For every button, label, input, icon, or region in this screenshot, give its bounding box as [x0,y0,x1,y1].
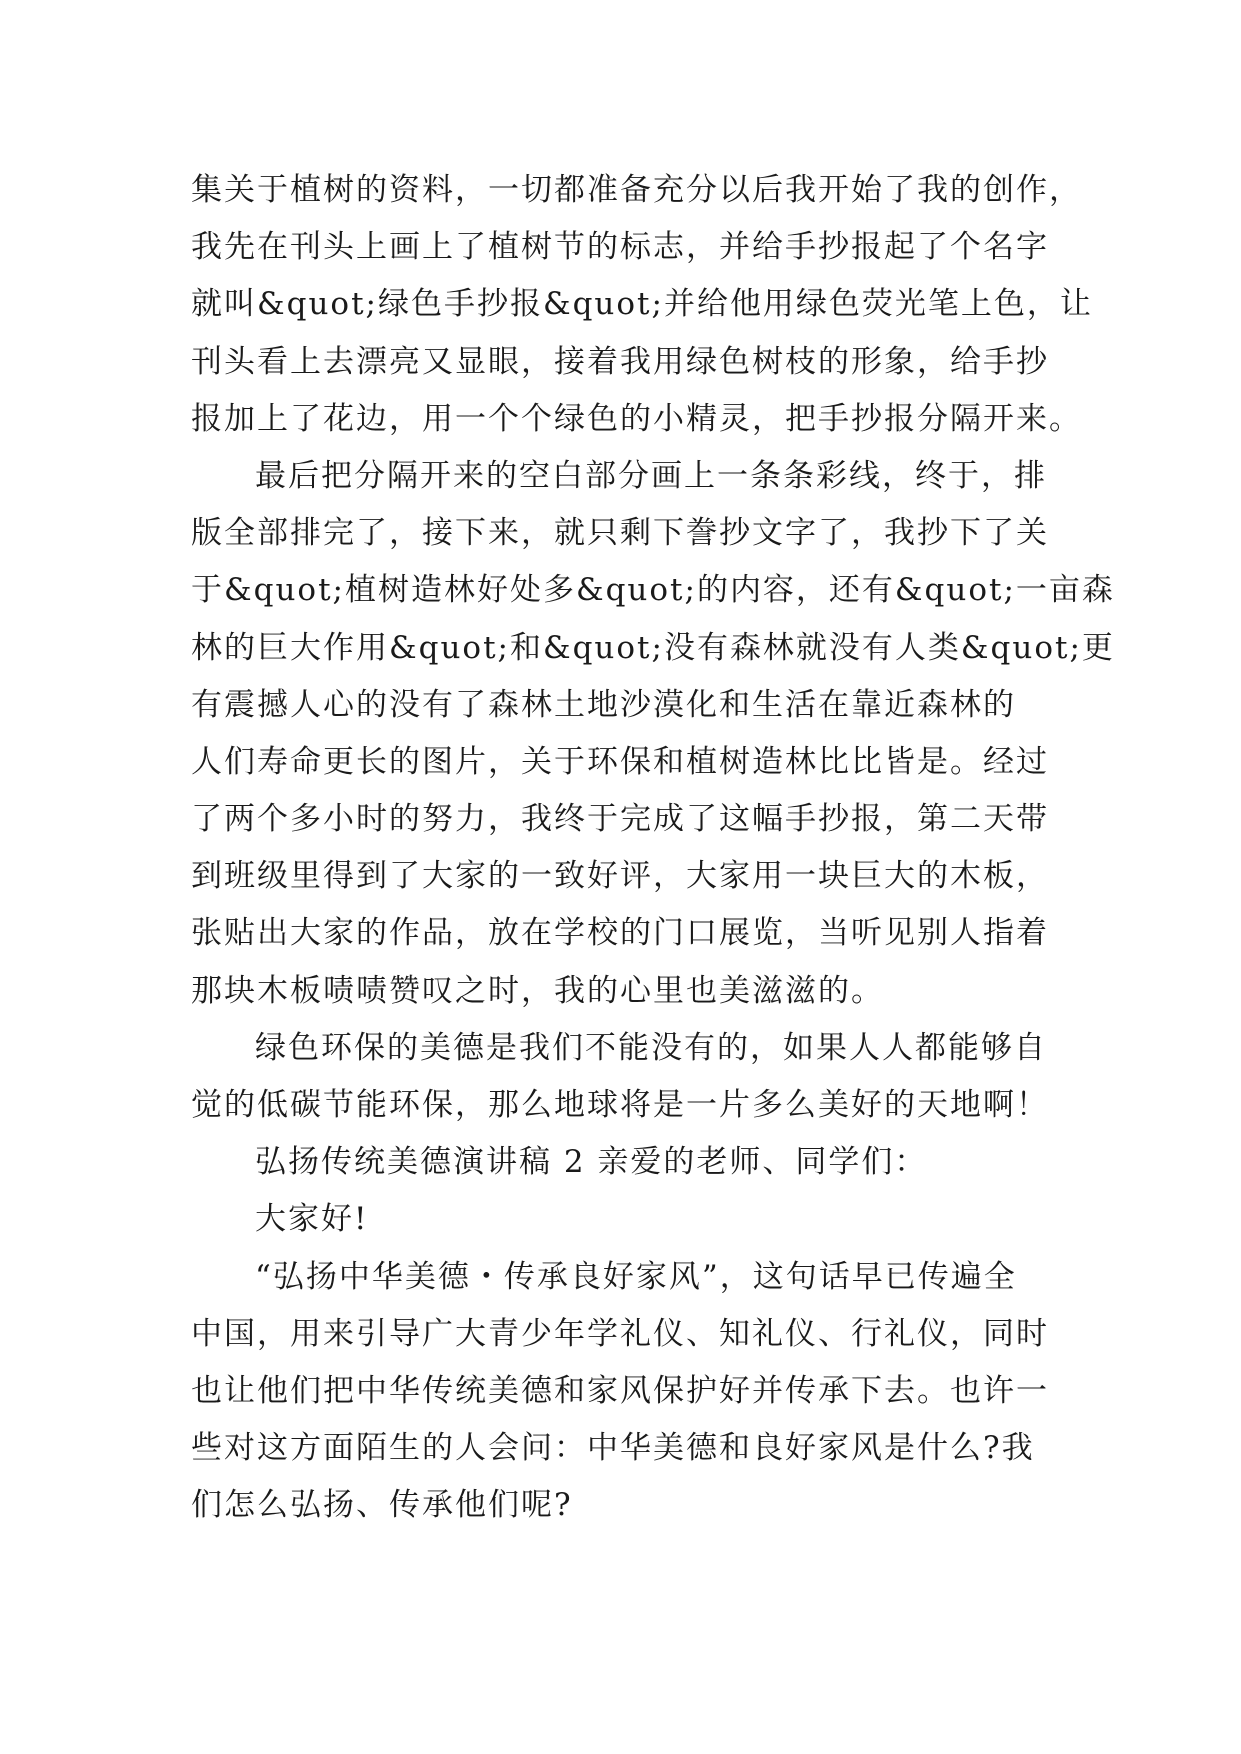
text-line: 有震撼人心的没有了森林土地沙漠化和生活在靠近森林的 [191,686,1016,723]
text-line: 了两个多小时的努力，我终于完成了这幅手抄报，第二天带 [191,801,1049,838]
text-line: 就叫&quot;绿色手抄报&quot;并给他用绿色荧光笔上色，让 [191,286,1093,323]
text-line: 报加上了花边，用一个个绿色的小精灵，把手抄报分隔开来。 [191,400,1082,437]
text-line: 人们寿命更长的图片，关于环保和植树造林比比皆是。经过 [191,743,1049,780]
text-line: 最后把分隔开来的空白部分画上一条条彩线，终于，排 [255,457,1047,494]
text-line: 到班级里得到了大家的一致好评，大家用一块巨大的木板， [191,858,1049,895]
text-line: 绿色环保的美德是我们不能没有的，如果人人都能够自 [255,1029,1047,1066]
text-line: 中国，用来引导广大青少年学礼仪、知礼仪、行礼仪，同时 [191,1315,1049,1352]
text-line: 那块木板啧啧赞叹之时，我的心里也美滋滋的。 [191,972,884,1009]
text-line: 弘扬传统美德演讲稿 2 亲爱的老师、同学们： [255,1144,928,1181]
text-line: “弘扬中华美德・传承良好家风”，这句话早已传遍全 [255,1258,1017,1295]
text-line: 版全部排完了，接下来，就只剩下誊抄文字了，我抄下了关 [191,515,1049,552]
text-line: 觉的低碳节能环保，那么地球将是一片多么美好的天地啊！ [191,1087,1049,1123]
body-text [191,162,1115,1535]
text-line: 我先在刊头上画上了植树节的标志，并给手抄报起了个名字 [191,229,1049,266]
text-line: 于&quot;植树造林好处多&quot;的内容，还有&quot;一亩森 [191,572,1115,609]
text-line: 集关于植树的资料，一切都准备充分以后我开始了我的创作， [191,172,1082,208]
text-line: 张贴出大家的作品，放在学校的门口展览，当听见别人指着 [191,915,1049,952]
text-line: 刊头看上去漂亮又显眼，接着我用绿色树枝的形象，给手抄 [191,343,1049,380]
text-line: 些对这方面陌生的人会问：中华美德和良好家风是什么?我 [191,1430,1035,1467]
text-line: 们怎么弘扬、传承他们呢? [191,1487,573,1524]
text-line: 林的巨大作用&quot;和&quot;没有森林就没有人类&quot;更 [191,629,1115,666]
text-line: 大家好! [255,1201,369,1238]
text-line: 也让他们把中华传统美德和家风保护好并传承下去。也许一 [191,1372,1049,1409]
